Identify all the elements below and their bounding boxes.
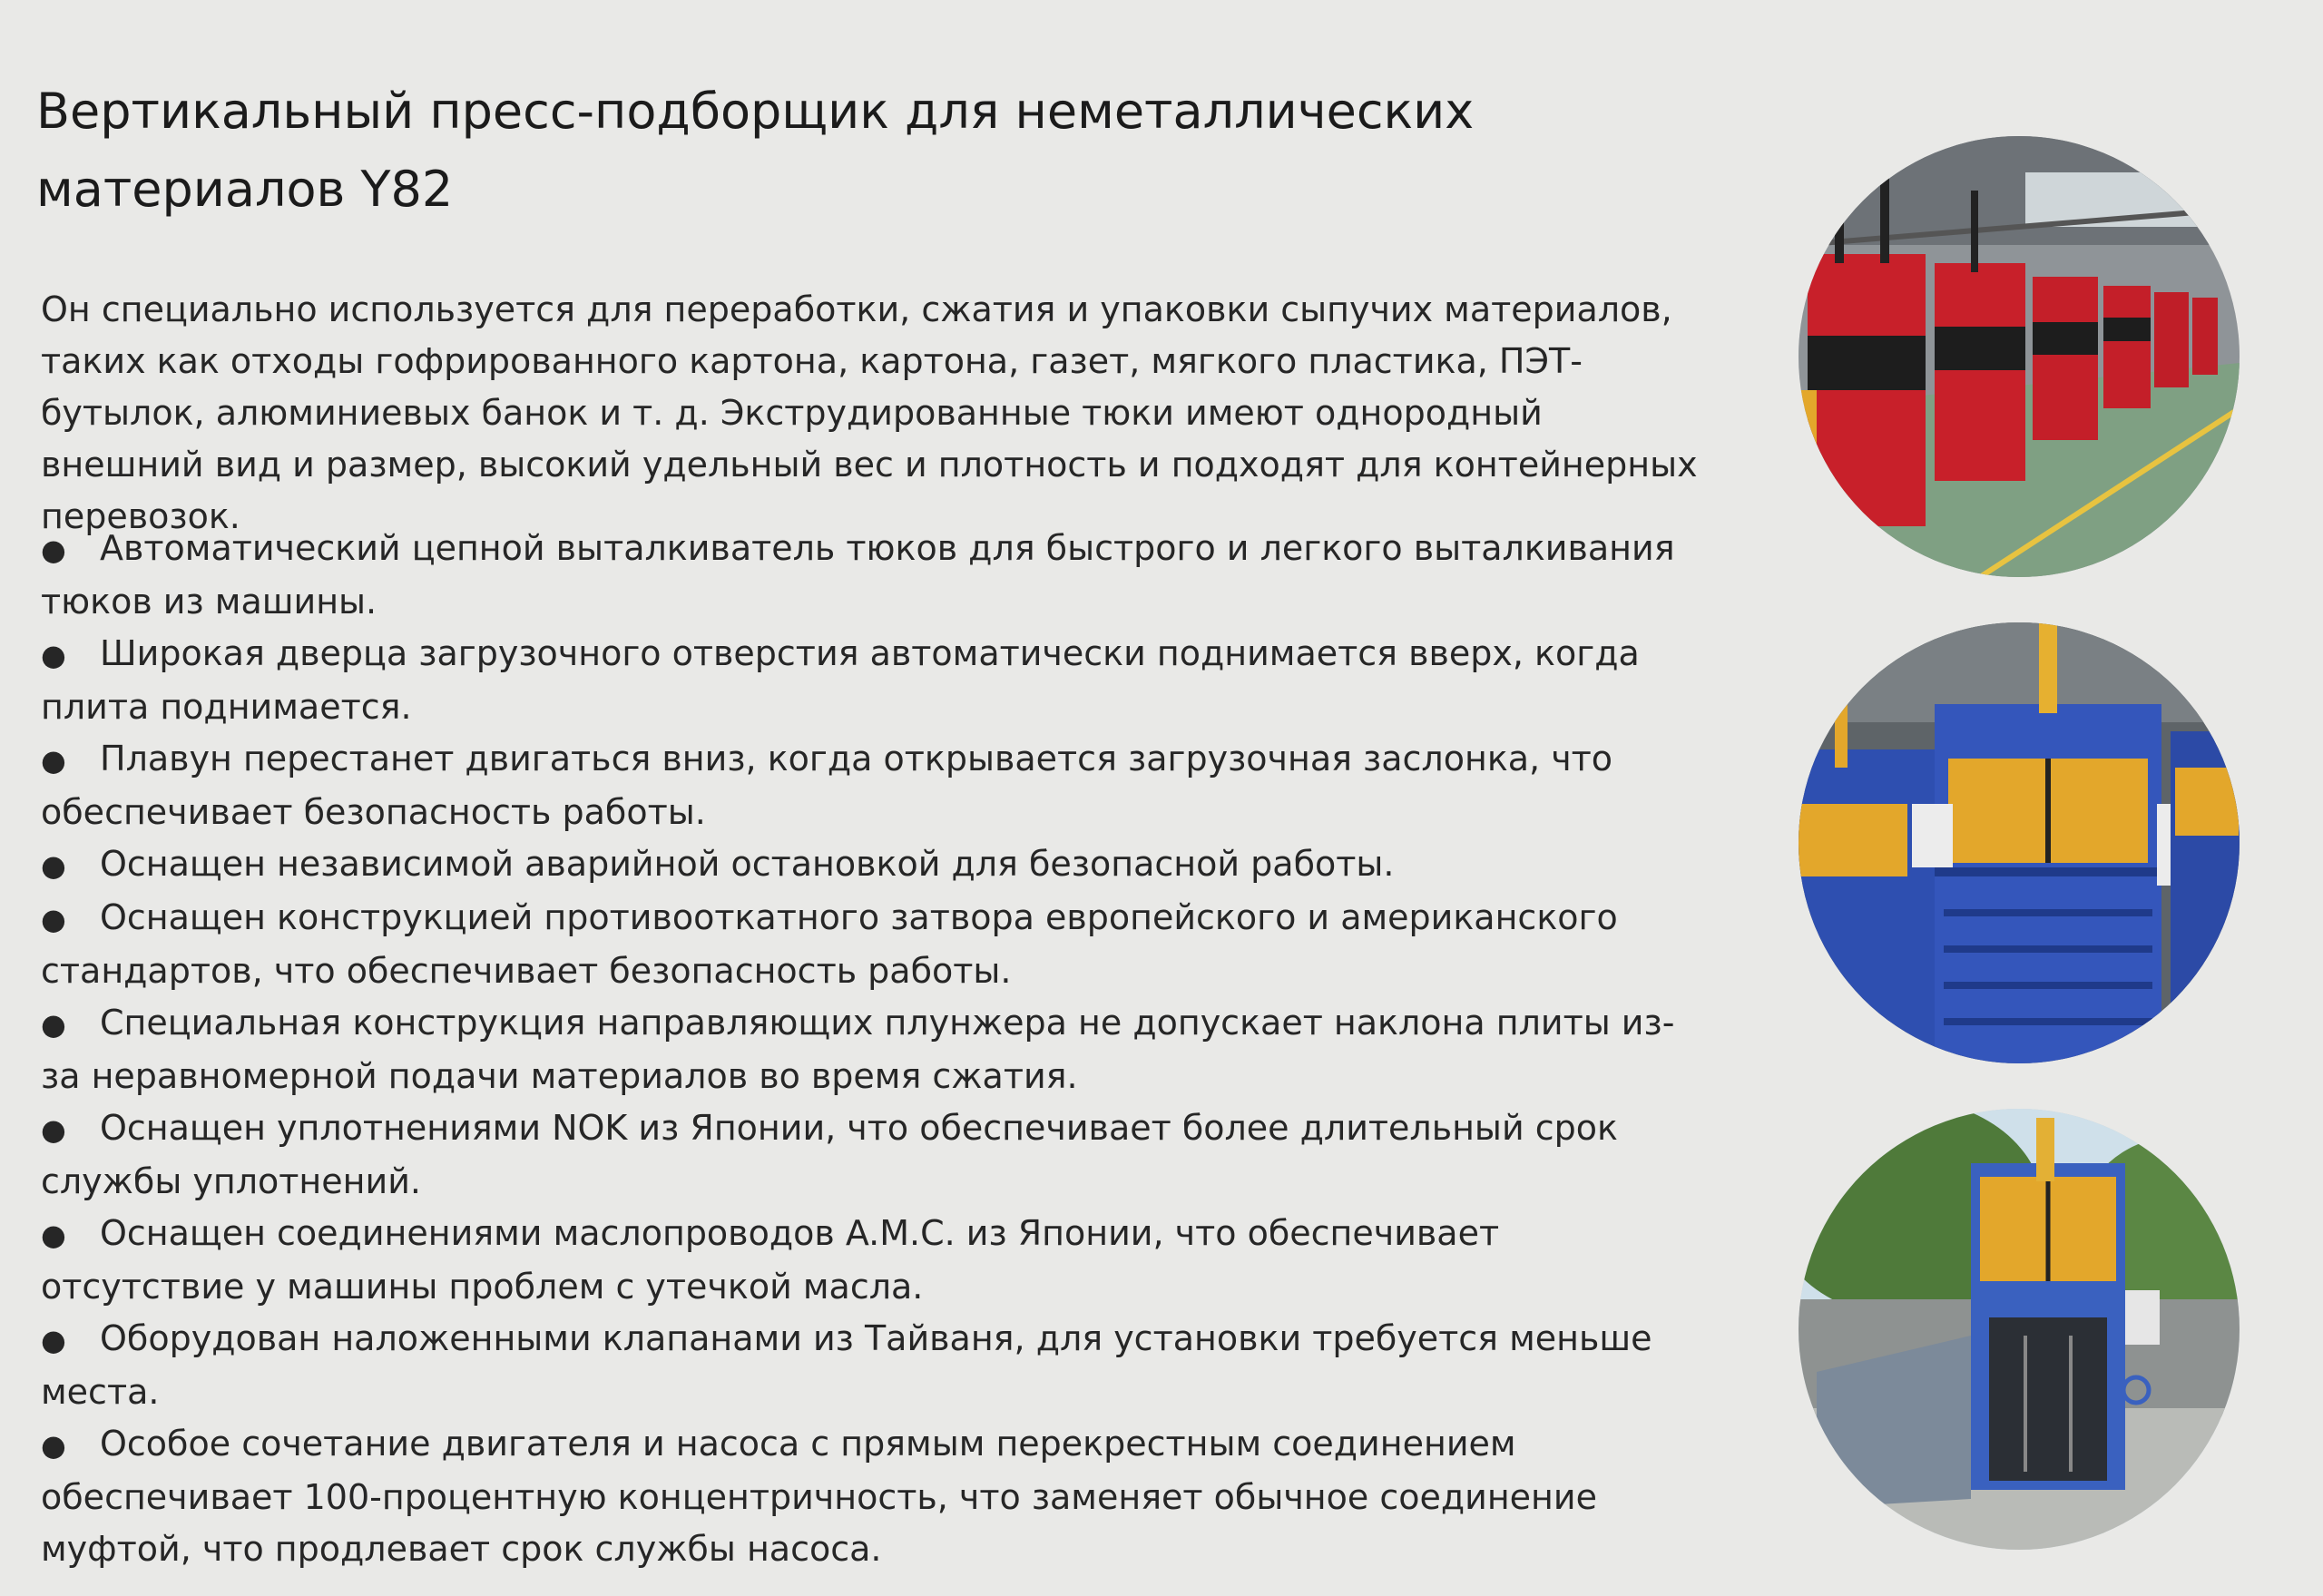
feature-text: Оснащен соединениями маслопроводов A.M.C. из Японии, что обеспечивает отсутствие у машины проблем с утечкой масла. xyxy=(41,1213,1500,1307)
list-item xyxy=(41,523,1701,628)
photo-blue-balers xyxy=(1799,622,2240,1063)
intro-paragraph: Он специально используется для переработки, сжатия и упаковки сыпучих материалов, таких как отходы гофрированного картона, картона, газет, мягкого пластика, ПЭТ-бутылок, алюминиевых банок и т. д. Экструдированные тюки имеют однородный внешний вид и размер, высокий удельный вес и плотность и подходят для контейнерных перевозок. xyxy=(41,289,1698,536)
bullet-icon: ● xyxy=(41,533,66,567)
feature-text: Оснащен уплотнениями NOK из Японии, что обеспечивает более длительный срок службы уплотнений. xyxy=(41,1108,1618,1201)
feature-text: Особое сочетание двигателя и насоса с прямым перекрестным соединением обеспечивает 100-процентную концентричность, что заменяет обычное соединение муфтой, что продлевает срок службы насоса. xyxy=(41,1424,1597,1569)
feature-text: Широкая дверца загрузочного отверстия автоматически поднимается вверх, когда плита поднимается. xyxy=(41,633,1640,727)
photo-red-balers-factory xyxy=(1799,136,2240,577)
bullet-icon: ● xyxy=(41,1428,66,1463)
open-baler-illustration xyxy=(1799,1109,2240,1550)
list-item xyxy=(41,1313,1701,1418)
list-item xyxy=(41,1208,1701,1313)
list-item xyxy=(41,997,1701,1102)
bullet-icon: ● xyxy=(41,902,66,936)
list-item xyxy=(41,1102,1701,1208)
list-item xyxy=(41,1418,1701,1575)
red-balers-illustration xyxy=(1799,136,2240,577)
blue-balers-illustration xyxy=(1799,622,2240,1063)
feature-text: Плавун перестанет двигаться вниз, когда открывается загрузочная заслонка, что обеспечивает безопасность работы. xyxy=(41,739,1613,832)
bullet-icon: ● xyxy=(41,848,66,883)
feature-text: Оснащен независимой аварийной остановкой для безопасной работы. xyxy=(100,844,1395,884)
feature-text: Автоматический цепной выталкиватель тюков для быстрого и легкого выталкивания тюков из машины. xyxy=(41,528,1675,622)
bullet-icon: ● xyxy=(41,1218,66,1252)
bullet-icon: ● xyxy=(41,1112,66,1147)
list-item xyxy=(41,733,1701,838)
feature-text: Специальная конструкция направляющих плунжера не допускает наклона плиты из-за неравномерной подачи материалов во время сжатия. xyxy=(41,1003,1675,1096)
feature-text: Оборудован наложенными клапанами из Тайваня, для установки требуется меньше места. xyxy=(41,1318,1652,1412)
feature-text: Оснащен конструкцией противооткатного затвора европейского и американского стандартов, что обеспечивает безопасность работы. xyxy=(41,897,1618,991)
bullet-icon: ● xyxy=(41,638,66,672)
bullet-icon: ● xyxy=(41,1007,66,1042)
list-item xyxy=(41,628,1701,733)
list-item xyxy=(41,892,1701,997)
page-title: Вертикальный пресс-подборщик для неметаллических материалов Y82 xyxy=(36,83,1475,218)
list-item xyxy=(41,838,1701,892)
photo-open-baler-outdoor xyxy=(1799,1109,2240,1550)
feature-list xyxy=(41,523,1701,1575)
bullet-icon: ● xyxy=(41,743,66,778)
bullet-icon: ● xyxy=(41,1323,66,1357)
